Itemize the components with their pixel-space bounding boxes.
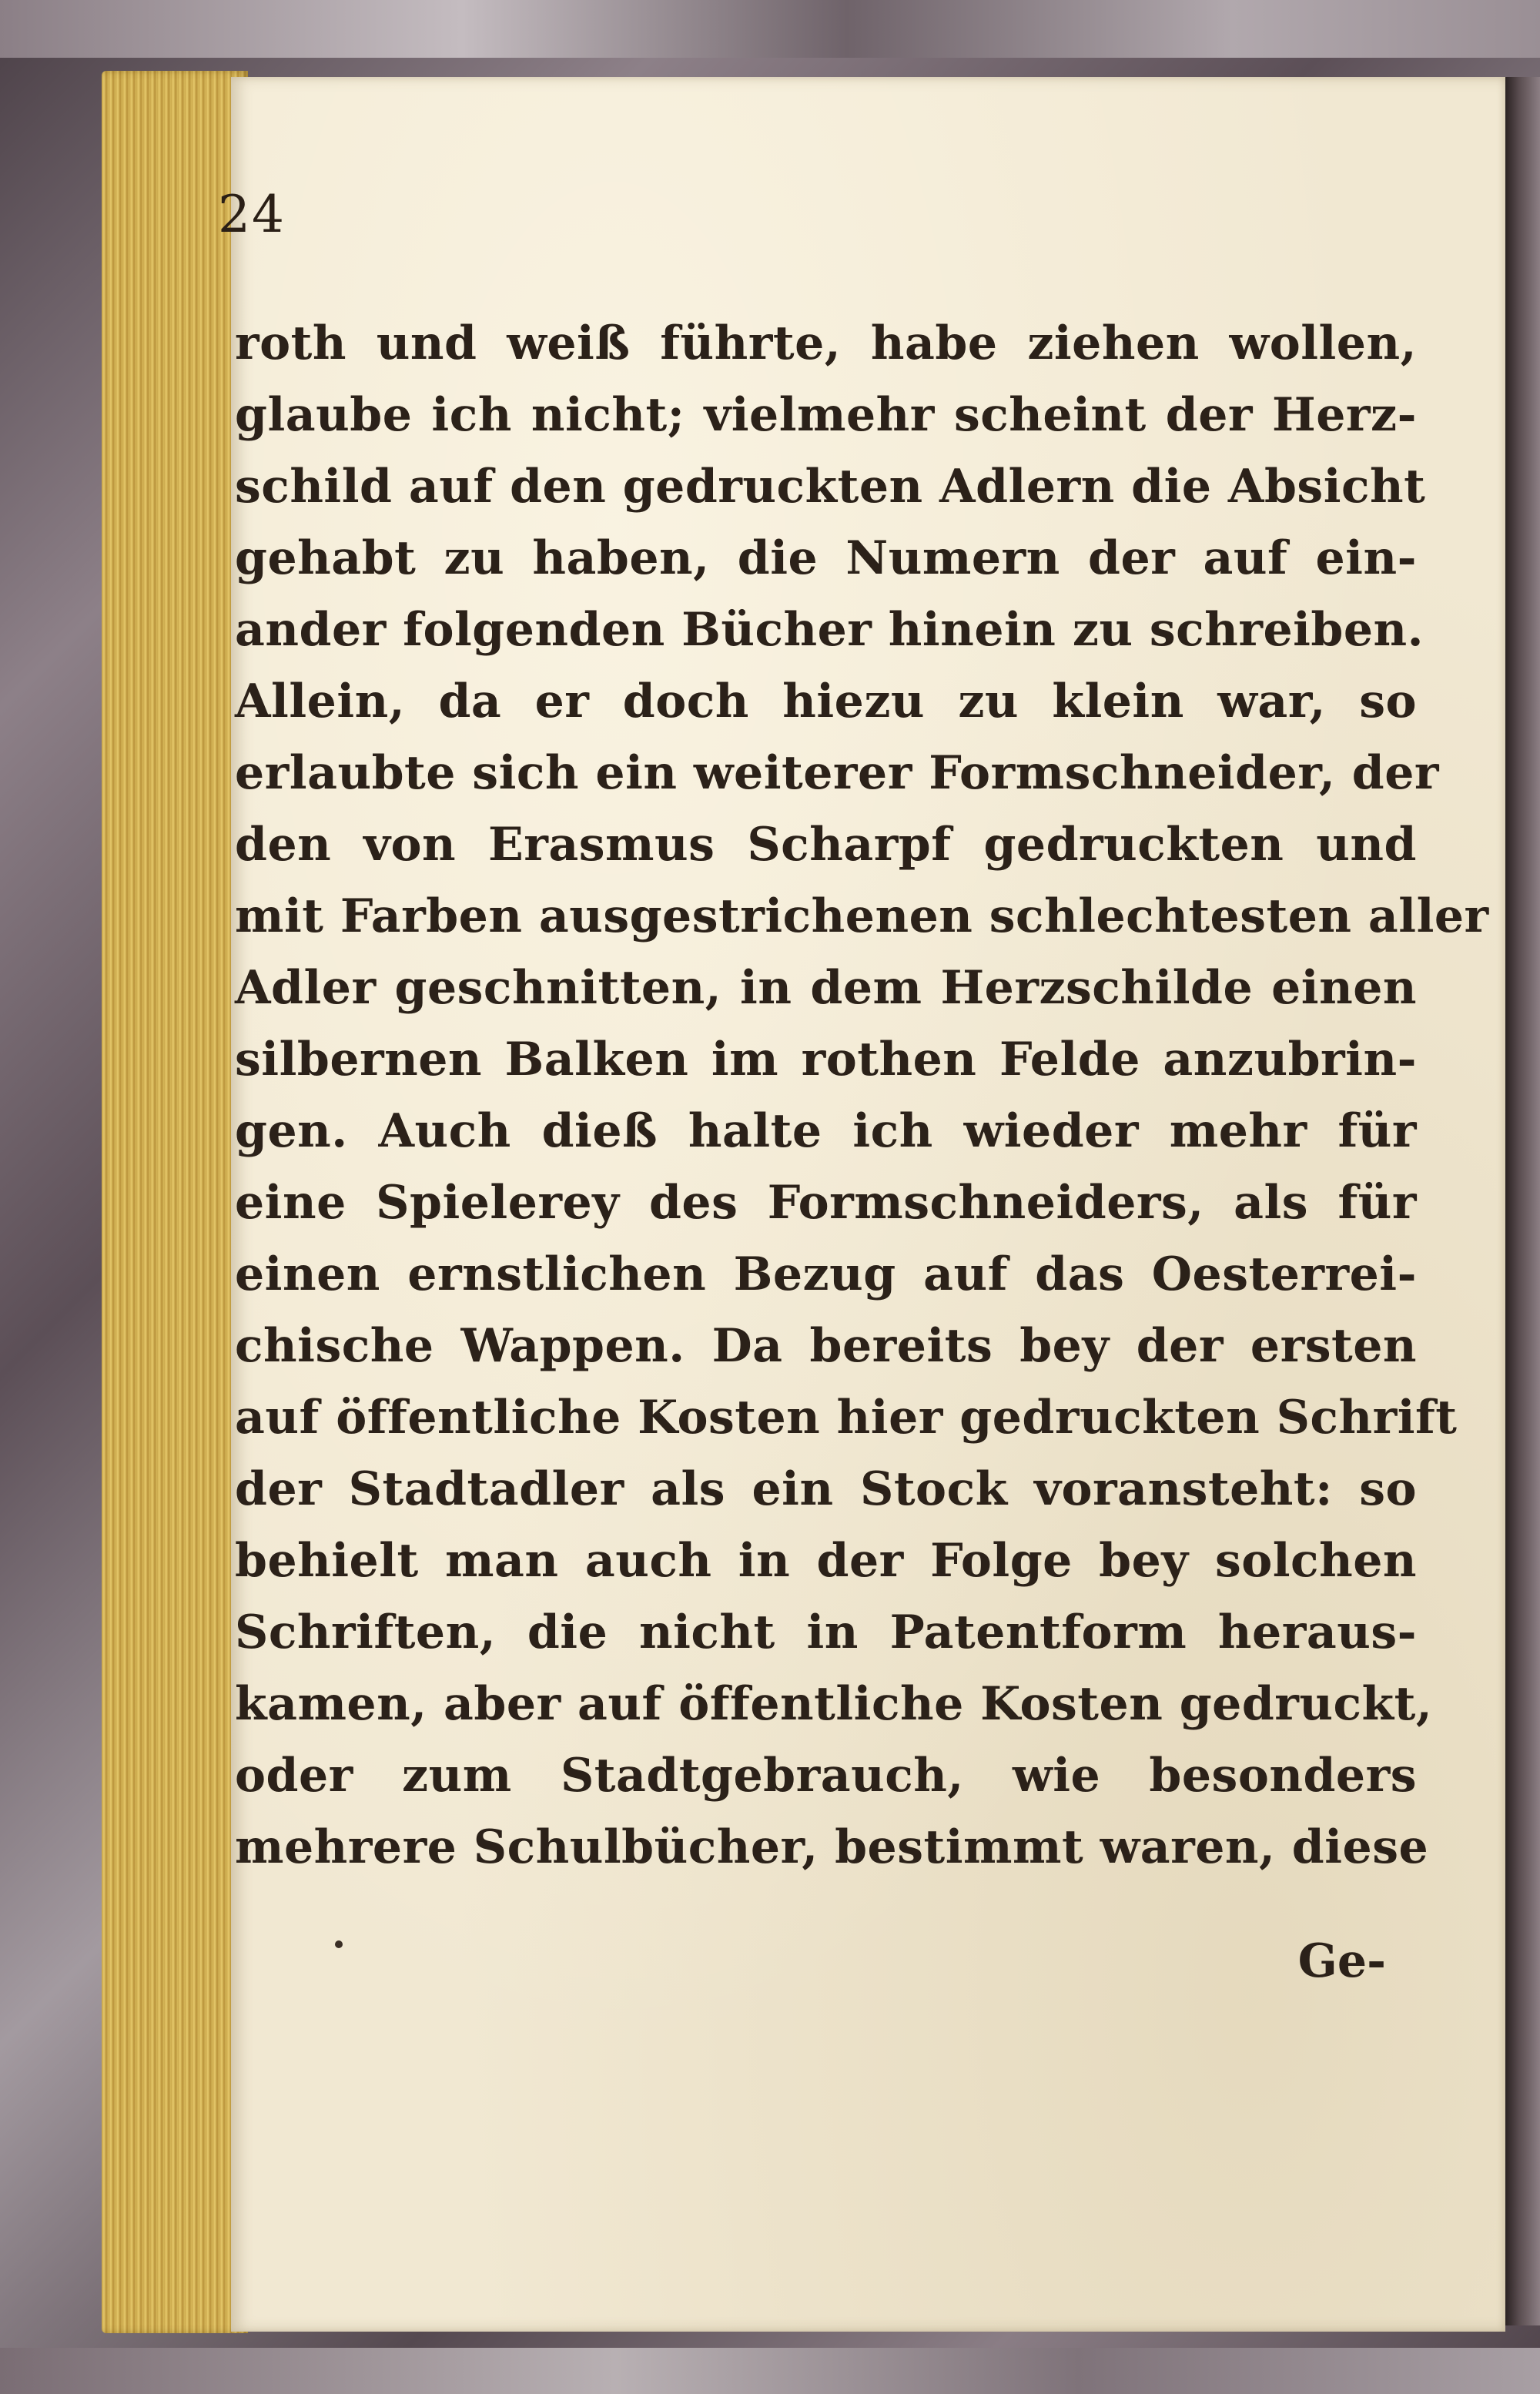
text-line: roth und weiß führte, habe ziehen wollen, bbox=[235, 316, 1417, 370]
text-line: eine Spielerey des Formschneiders, als für bbox=[235, 1176, 1417, 1230]
text-line: chische Wappen. Da bereits bey der ersten bbox=[235, 1319, 1417, 1373]
ink-speck bbox=[335, 1940, 343, 1948]
text-line: gehabt zu haben, die Numern der auf ein- bbox=[235, 531, 1417, 585]
text-line: Schriften, die nicht in Patentform heraus- bbox=[235, 1605, 1417, 1659]
text-line: silbernen Balken im rothen Felde anzubrin- bbox=[235, 1033, 1417, 1087]
text-line: gen. Auch dieß halte ich wieder mehr für bbox=[235, 1104, 1417, 1158]
book-cover-bottom bbox=[0, 2348, 1540, 2394]
book-cover-top bbox=[0, 0, 1540, 58]
text-line: einen ernstlichen Bezug auf das Oesterrei- bbox=[235, 1247, 1417, 1301]
text-line: mit Farben ausgestrichenen schlechtesten aller bbox=[235, 889, 1489, 943]
gilt-page-edges bbox=[102, 71, 248, 2333]
text-line: schild auf den gedruckten Adlern die Absicht bbox=[235, 460, 1426, 514]
text-line: mehrere Schulbücher, bestimmt waren, diese bbox=[235, 1820, 1429, 1874]
text-line: Allein, da er doch hiezu zu klein war, so bbox=[235, 675, 1417, 728]
page-gutter bbox=[1505, 77, 1540, 2325]
text-line: erlaubte sich ein weiterer Formschneider, der bbox=[235, 746, 1440, 800]
page-number: 24 bbox=[218, 185, 286, 244]
text-line: ander folgenden Bücher hinein zu schreiben. bbox=[235, 603, 1424, 657]
catchword: Ge- bbox=[1297, 1934, 1386, 1988]
text-line: oder zum Stadtgebrauch, wie besonders bbox=[235, 1749, 1417, 1803]
text-line: kamen, aber auf öffentliche Kosten gedruckt, bbox=[235, 1677, 1433, 1731]
body-text bbox=[235, 308, 1489, 1883]
text-line: den von Erasmus Scharpf gedruckten und bbox=[235, 818, 1417, 872]
text-line: der Stadtadler als ein Stock voransteht: so bbox=[235, 1462, 1417, 1516]
text-line: glaube ich nicht; vielmehr scheint der Herz- bbox=[235, 388, 1417, 442]
text-line: Adler geschnitten, in dem Herzschilde einen bbox=[235, 961, 1417, 1015]
text-line: auf öffentliche Kosten hier gedruckten Schrift bbox=[235, 1391, 1458, 1445]
text-line: behielt man auch in der Folge bey solchen bbox=[235, 1534, 1417, 1588]
